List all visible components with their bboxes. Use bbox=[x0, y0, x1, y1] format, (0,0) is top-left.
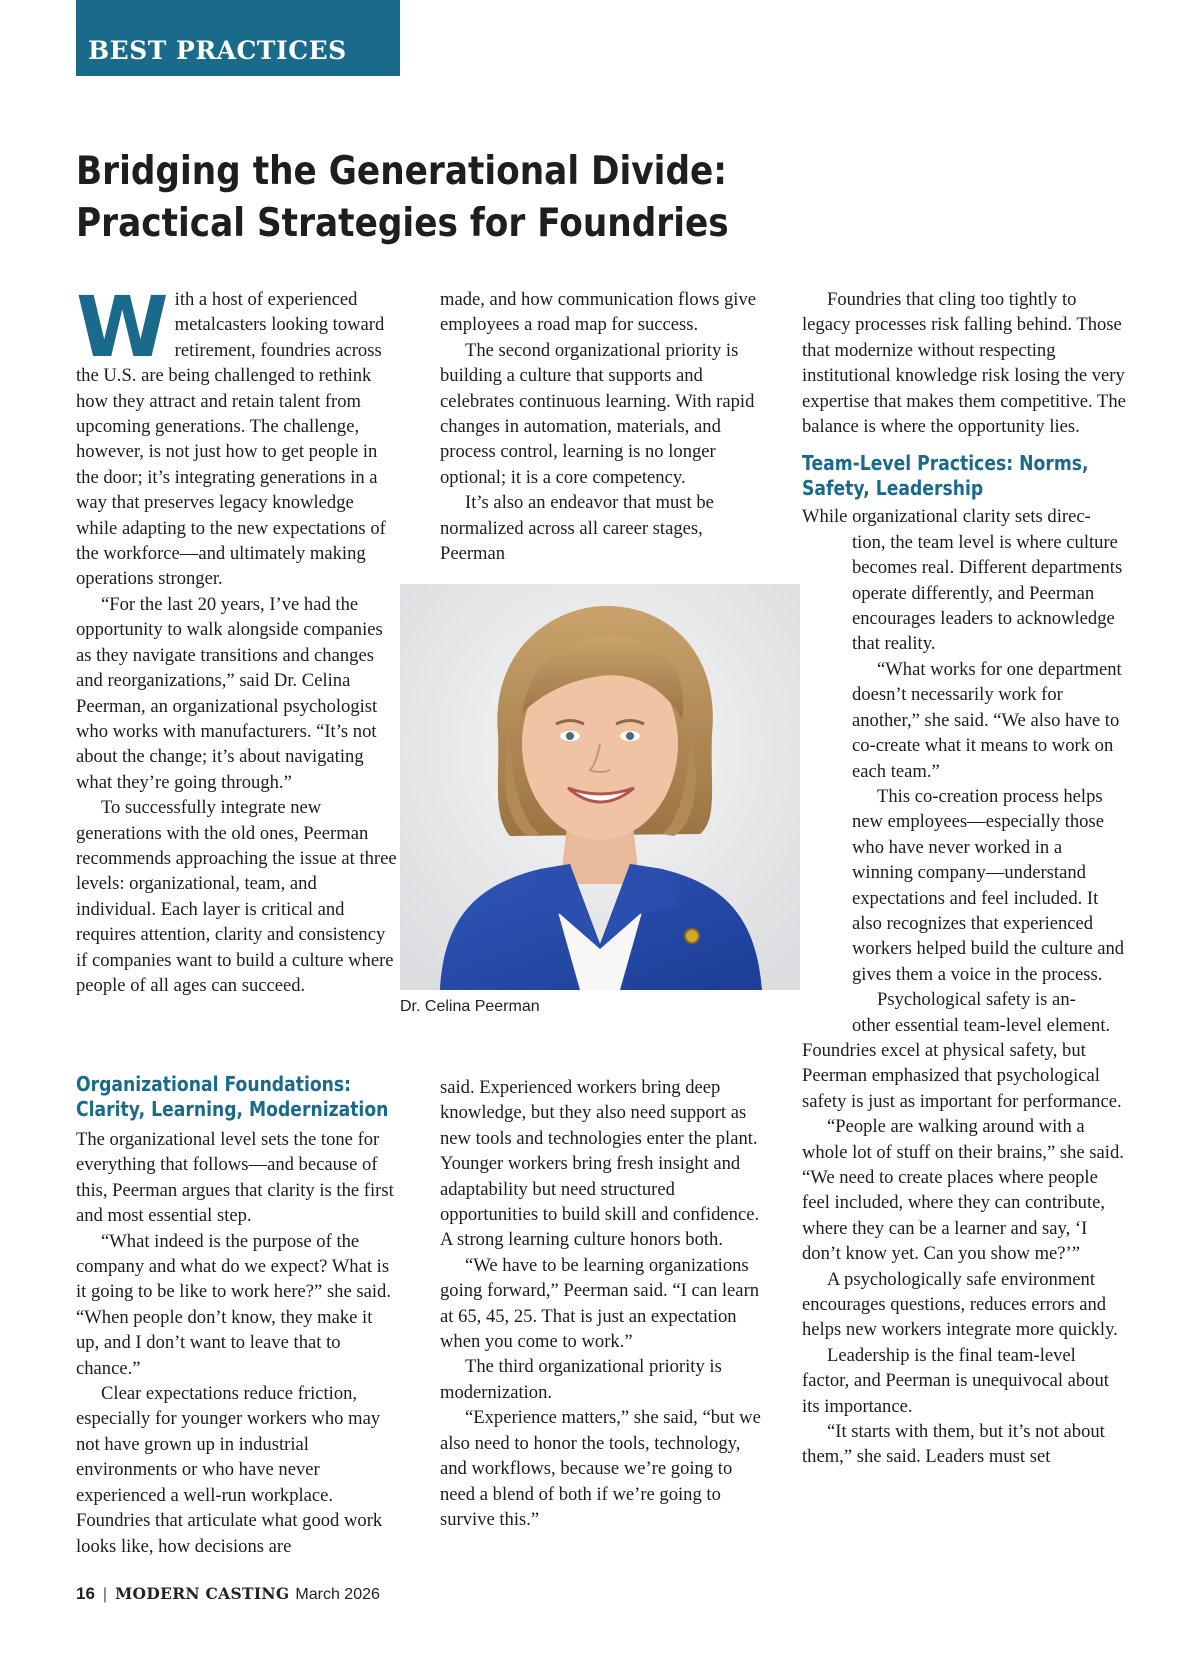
footer-separator: | bbox=[102, 1586, 108, 1603]
column-2-top bbox=[440, 287, 766, 566]
photo-caption: Dr. Celina Peerman bbox=[400, 998, 540, 1015]
paragraph: “For the last 20 years, I’ve had the opportunity to walk alongside companies as they navigate transitions and changes and reorganizations,” said Dr. Celina Peerman, an organizational psychologist who works with manufacturers. “It’s not about the change; it’s about navigating what they’re going through.” bbox=[76, 593, 383, 793]
title-line-2: Practical Strategies for Foundries bbox=[76, 201, 729, 246]
article-title bbox=[76, 146, 1000, 250]
paragraph: said. Experienced workers bring deep knowledge, but they also need support as new tools and technologies enter the plant. Younger workers bring fresh insight and adaptability but need structured opportunities to build skill and confidence. A strong learning culture honors both. bbox=[440, 1077, 760, 1251]
paragraph: “It starts with them, but it’s not about them,” she said. Leaders must set bbox=[802, 1421, 1105, 1468]
magazine-name: MODERN CASTING bbox=[115, 1584, 290, 1603]
indented-block bbox=[802, 530, 1126, 1038]
paragraph: This co-creation process helps new employees—especially those who have never worked in a winning company—understand expectations and feel included. It also recognizes that experienced workers helped build the culture and gives them a voice in the process. bbox=[852, 785, 1125, 985]
portrait-photo bbox=[400, 584, 800, 990]
paragraph: Psychological safety is an- bbox=[877, 989, 1076, 1011]
paragraph: Leadership is the final team-level factor, and Peerman is unequivocal about its importance. bbox=[802, 1344, 1109, 1417]
paragraph: “Experience matters,” she said, “but we also need to honor the tools, technology, and workflows, because we’re going to need a blend of both if we’re going to survive this.” bbox=[440, 1407, 761, 1530]
section-label: BEST PRACTICES bbox=[88, 36, 347, 65]
paragraph: To successfully integrate new generations with the old ones, Peerman recommends approaching the issue at three levels: organizational, team, and individual. Each layer is critical and requires attention, clarity and consistency if companies want to build a culture where people of all ages can succeed. bbox=[76, 797, 397, 996]
column-1-lower bbox=[76, 1072, 398, 1559]
paragraph: The second organizational priority is building a culture that supports and celebrates continuous learning. With rapid changes in automation, materials, and process control, learning is no longer optional; it is a core competency. bbox=[440, 339, 755, 488]
paragraph-continued: other essential team-level element. bbox=[852, 1014, 1111, 1036]
paragraph: The third organizational priority is modernization. bbox=[440, 1356, 722, 1403]
column-2-bottom bbox=[440, 1075, 766, 1532]
paragraph: “What works for one department doesn’t necessarily work for another,” she said. “We also have to co-create what it means to work on each team.” bbox=[852, 658, 1122, 782]
section-heading-organizational: Organizational Foundations: Clarity, Learning, Modernization bbox=[76, 1072, 389, 1121]
page-footer bbox=[76, 1584, 380, 1604]
intro-paragraph: With a host of experienced metalcasters looking toward retirement, foundries across the U.S. are being challenged to rethink how they attract and retain talent from upcoming generations. The challenge, however, is not just how to get people in the door; it’s integrating generations in a way that preserves legacy knowledge while adapting to the new expectations of the workforce—and ultimately making operations stronger. bbox=[76, 278, 386, 590]
title-line-1: Bridging the Generational Divide: bbox=[76, 149, 728, 194]
paragraph: A psychologically safe environment encourages questions, reduces errors and helps new workers integrate more quickly. bbox=[802, 1268, 1118, 1341]
column-1 bbox=[76, 278, 398, 998]
paragraph-lead: While organizational clarity sets direc- bbox=[802, 506, 1091, 528]
paragraph: “People are walking around with a whole lot of stuff on their brains,” she said. “We need to create places where people feel included, where they can contribute, where they can be a learner and say, ‘I don’t know yet. Can you show me?’” bbox=[802, 1116, 1124, 1265]
paragraph: Clear expectations reduce friction, especially for younger workers who may not have grown up in industrial environments or who have never experienced a well-run workplace. Foundries that articulate what good work looks like, how decisions are bbox=[76, 1383, 383, 1557]
paragraph: “We have to be learning organizations going forward,” Peerman said. “I can learn at 65, 45, 25. That is just an expectation when you come to work.” bbox=[440, 1254, 760, 1353]
portrait-illustration bbox=[400, 584, 800, 990]
section-tab bbox=[76, 0, 400, 76]
drop-cap: W bbox=[76, 278, 169, 376]
paragraph: tion, the team level is where culture becomes real. Different departments operate differently, and Peerman encourages leaders to acknowledge that reality. bbox=[852, 531, 1123, 655]
paragraph: The organizational level sets the tone for everything that follows—and because of this, Peerman argues that clarity is the first and most essential step. bbox=[76, 1129, 394, 1227]
page-number: 16 bbox=[76, 1584, 95, 1603]
paragraph: Foundries that cling too tightly to legacy processes risk falling behind. Those that modernize without respecting institutional knowledge risk losing the very expertise that makes them competitive. The balance is where the opportunity lies. bbox=[802, 289, 1126, 438]
paragraph: made, and how communication flows give employees a road map for success. bbox=[440, 289, 757, 336]
paragraph: Foundries excel at physical safety, but Peerman emphasized that psychological safety is just as important for performance. bbox=[802, 1039, 1122, 1112]
column-3 bbox=[802, 287, 1126, 1470]
paragraph: “What indeed is the purpose of the company and what do we expect? What is it going to be like to work here?” she said. “When people don’t know, they make it up, and I don’t want to leave that to chance.” bbox=[76, 1230, 391, 1379]
paragraph: It’s also an endeavor that must be normalized across all career stages, Peerman bbox=[440, 492, 714, 565]
issue-date: March 2026 bbox=[295, 1586, 380, 1603]
section-heading-team-level: Team-Level Practices: Norms, Safety, Leadership bbox=[802, 451, 1089, 501]
